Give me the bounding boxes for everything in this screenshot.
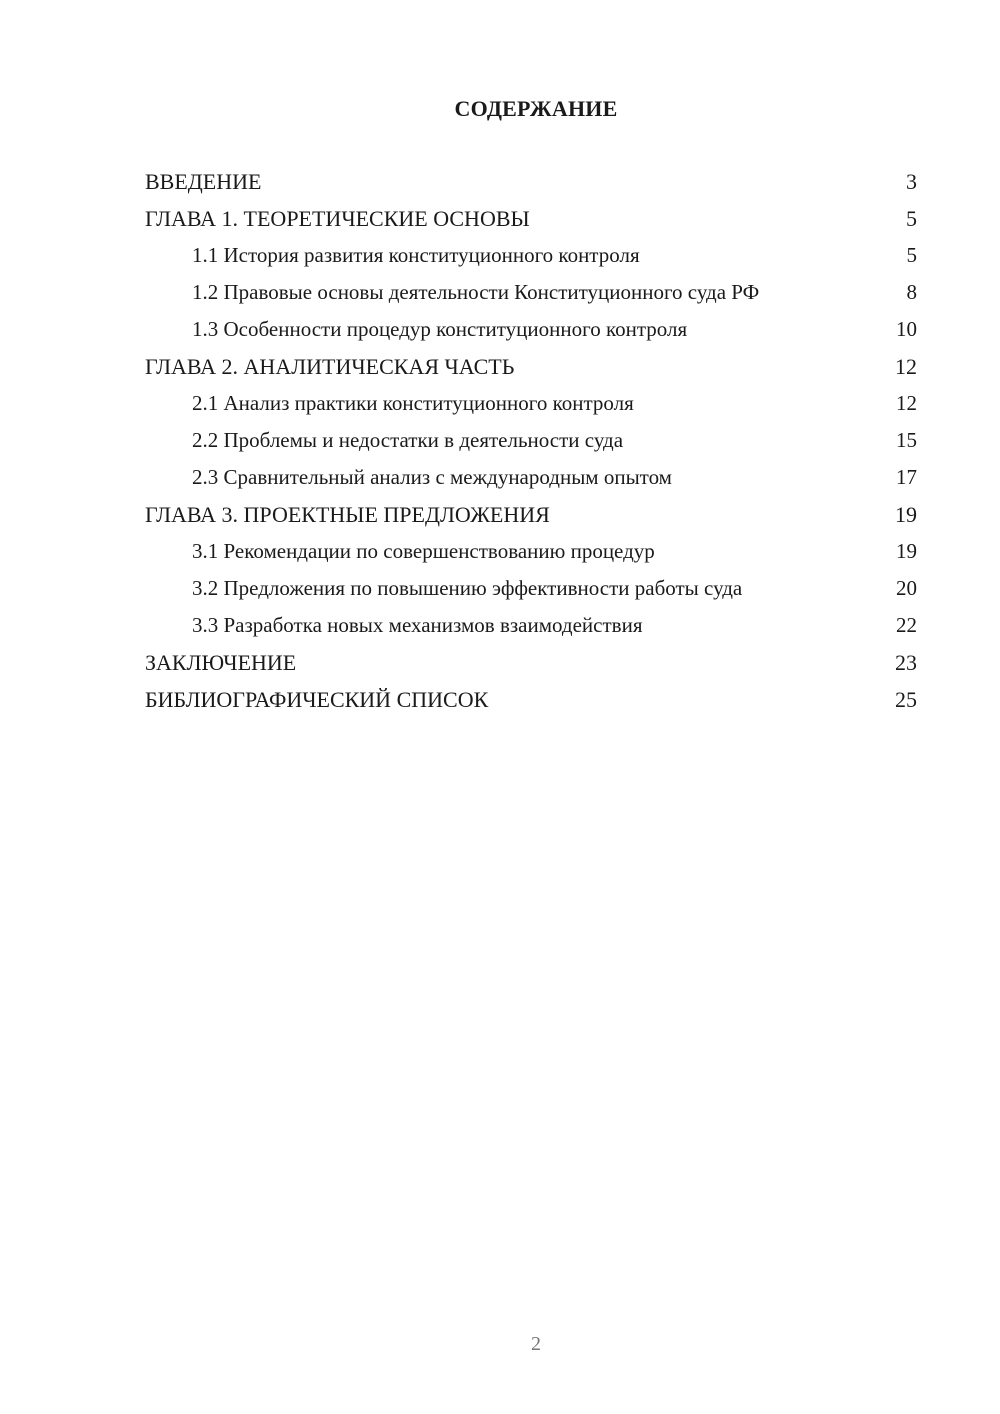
toc-entry-section-1-1 <box>145 242 920 269</box>
toc-entry-label: 1.3 Особенности процедур конституционного контроля <box>192 317 688 341</box>
toc-entry-page: 19 <box>895 502 917 527</box>
toc-entry-bibliography <box>145 686 920 713</box>
toc-entry-label: 3.3 Разработка новых механизмов взаимодействия <box>192 613 643 637</box>
toc-entry-page: 10 <box>896 317 917 341</box>
toc-entry-page: 17 <box>896 465 917 489</box>
toc-entry-conclusion <box>145 649 920 676</box>
toc-entry-label: ГЛАВА 2. АНАЛИТИЧЕСКАЯ ЧАСТЬ <box>145 354 515 379</box>
toc-entry-label: 1.1 История развития конституционного контроля <box>192 243 640 267</box>
toc-entry-label: 2.2 Проблемы и недостатки в деятельности суда <box>192 428 624 452</box>
toc-entry-section-3-3 <box>145 612 920 639</box>
toc-entry-section-2-2 <box>145 427 920 454</box>
toc-entry-chapter-1 <box>145 205 920 232</box>
toc-entry-chapter-3 <box>145 501 920 528</box>
toc-entry-chapter-2 <box>145 353 920 380</box>
toc-entry-page: 23 <box>895 650 917 675</box>
toc-entry-page: 5 <box>906 243 917 267</box>
toc-entry-page: 5 <box>906 206 917 231</box>
page-number: 2 <box>531 1333 541 1355</box>
toc-entry-label: ЗАКЛЮЧЕНИЕ <box>145 650 297 675</box>
toc-entry-label: ГЛАВА 3. ПРОЕКТНЫЕ ПРЕДЛОЖЕНИЯ <box>145 502 550 527</box>
toc-entry-section-1-3 <box>145 316 920 343</box>
toc-entry-page: 19 <box>896 539 917 563</box>
toc-entry-label: ВВЕДЕНИЕ <box>145 169 262 194</box>
toc-entry-page: 25 <box>895 687 917 712</box>
toc-entry-section-1-2 <box>145 279 920 306</box>
toc-entry-page: 12 <box>896 391 917 415</box>
toc-entry-introduction <box>145 168 920 195</box>
toc-entry-section-2-1 <box>145 390 920 417</box>
page-title: СОДЕРЖАНИЕ <box>454 96 618 121</box>
toc-entry-page: 8 <box>906 280 917 304</box>
toc-entry-page: 20 <box>896 576 917 600</box>
toc-entry-label: 2.3 Сравнительный анализ с международным опытом <box>192 465 672 489</box>
toc-entry-page: 12 <box>895 354 917 379</box>
toc-entry-section-2-3 <box>145 464 920 491</box>
toc-entry-section-3-1 <box>145 538 920 565</box>
table-of-contents <box>145 168 920 723</box>
toc-entry-label: 1.2 Правовые основы деятельности Конституционного суда РФ <box>192 280 760 304</box>
toc-entry-label: БИБЛИОГРАФИЧЕСКИЙ СПИСОК <box>145 687 489 712</box>
toc-entry-label: 2.1 Анализ практики конституционного контроля <box>192 391 634 415</box>
toc-entry-page: 3 <box>906 169 917 194</box>
toc-entry-section-3-2 <box>145 575 920 602</box>
toc-entry-label: 3.2 Предложения по повышению эффективности работы суда <box>192 576 743 600</box>
toc-entry-label: 3.1 Рекомендации по совершенствованию процедур <box>192 539 655 563</box>
toc-entry-label: ГЛАВА 1. ТЕОРЕТИЧЕСКИЕ ОСНОВЫ <box>145 206 530 231</box>
toc-entry-page: 22 <box>896 613 917 637</box>
toc-entry-page: 15 <box>896 428 917 452</box>
